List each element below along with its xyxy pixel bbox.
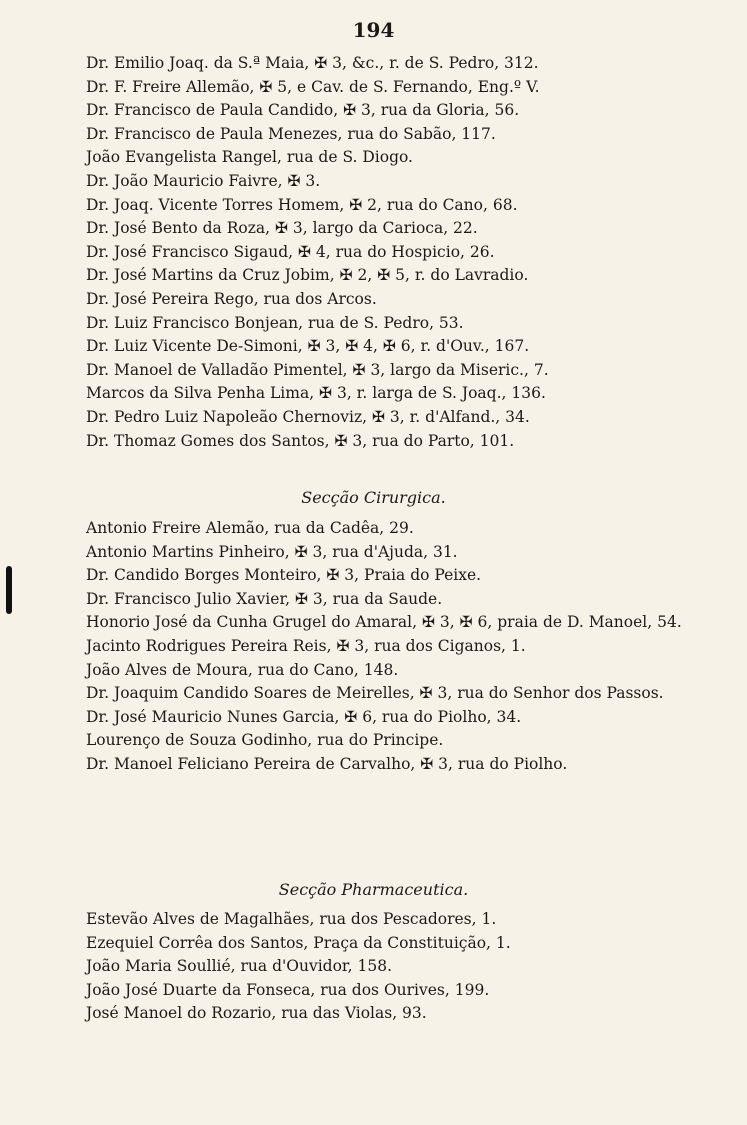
directory-entry: Dr. José Pereira Rego, rua dos Arcos. <box>86 289 377 308</box>
directory-entry: Dr. Thomaz Gomes dos Santos, ✠ 3, rua do Parto, 101. <box>86 431 515 450</box>
directory-entry: Dr. Candido Borges Monteiro, ✠ 3, Praia do Peixe. <box>86 566 482 585</box>
directory-entry: Dr. Manoel de Valladão Pimentel, ✠ 3, largo da Miseric., 7. <box>86 360 549 379</box>
directory-entry: Dr. João Mauricio Faivre, ✠ 3. <box>86 171 321 190</box>
directory-entry: Dr. José Bento da Roza, ✠ 3, largo da Carioca, 22. <box>86 219 478 238</box>
directory-entry: Dr. F. Freire Allemão, ✠ 5, e Cav. de S. Fernando, Eng.º V. <box>86 77 540 96</box>
directory-entry: Dr. Pedro Luiz Napoleão Chernoviz, ✠ 3, r. d'Alfand., 34. <box>86 407 530 426</box>
directory-entry: Dr. Joaq. Vicente Torres Homem, ✠ 2, rua do Cano, 68. <box>86 195 518 214</box>
directory-entry: Dr. Luiz Vicente De-Simoni, ✠ 3, ✠ 4, ✠ 6, r. d'Ouv., 167. <box>86 337 530 356</box>
directory-entry: Dr. Francisco de Paula Menezes, rua do Sabão, 117. <box>86 124 496 143</box>
page-number: 194 <box>352 18 395 42</box>
directory-entry: José Manoel do Rozario, rua das Violas, 93. <box>86 1004 427 1023</box>
medical-section-list <box>86 52 706 453</box>
directory-entry: Dr. Francisco de Paula Candido, ✠ 3, rua da Gloria, 56. <box>86 101 520 120</box>
margin-ink-mark <box>6 566 12 614</box>
directory-entry: Dr. Manoel Feliciano Pereira de Carvalho, ✠ 3, rua do Piolho. <box>86 754 568 773</box>
directory-entry: Jacinto Rodrigues Pereira Reis, ✠ 3, rua dos Ciganos, 1. <box>86 636 526 655</box>
directory-entry: João Alves de Moura, rua do Cano, 148. <box>86 660 399 679</box>
directory-entry: Marcos da Silva Penha Lima, ✠ 3, r. larga de S. Joaq., 136. <box>86 384 546 403</box>
directory-entry: Dr. Francisco Julio Xavier, ✠ 3, rua da Saude. <box>86 589 443 608</box>
directory-entry: Antonio Freire Alemão, rua da Cadêa, 29. <box>86 519 414 537</box>
directory-entry: Dr. José Francisco Sigaud, ✠ 4, rua do Hospicio, 26. <box>86 242 495 261</box>
directory-entry: João Evangelista Rangel, rua de S. Diogo. <box>86 148 413 167</box>
directory-entry: Antonio Martins Pinheiro, ✠ 3, rua d'Ajuda, 31. <box>86 542 458 561</box>
directory-entry: Dr. José Mauricio Nunes Garcia, ✠ 6, rua do Piolho, 34. <box>86 707 522 726</box>
section-heading-surgical: Secção Cirurgica. <box>301 488 446 507</box>
directory-entry: Ezequiel Corrêa dos Santos, Praça da Constituição, 1. <box>86 933 511 952</box>
directory-entry: João Maria Soullié, rua d'Ouvidor, 158. <box>86 957 392 976</box>
directory-entry: Dr. Joaquim Candido Soares de Meirelles, ✠ 3, rua do Senhor dos Passos. <box>86 684 664 703</box>
directory-entry: Lourenço de Souza Godinho, rua do Principe. <box>86 731 444 750</box>
pharmaceutical-section-list <box>86 908 706 1026</box>
directory-entry: Dr. José Martins da Cruz Jobim, ✠ 2, ✠ 5, r. do Lavradio. <box>86 266 529 285</box>
directory-entry: Dr. Luiz Francisco Bonjean, rua de S. Pedro, 53. <box>86 313 464 332</box>
directory-entry: Honorio José da Cunha Grugel do Amaral, ✠ 3, ✠ 6, praia de D. Manoel, 54. <box>86 613 682 632</box>
surgical-section-list <box>86 517 706 777</box>
section-heading-pharmaceutical: Secção Pharmaceutica. <box>278 880 469 899</box>
directory-entry: Estevão Alves de Magalhães, rua dos Pescadores, 1. <box>86 910 497 928</box>
directory-entry: João José Duarte da Fonseca, rua dos Ourives, 199. <box>86 980 490 999</box>
directory-entry: Dr. Emilio Joaq. da S.ª Maia, ✠ 3, &c., r. de S. Pedro, 312. <box>86 54 539 72</box>
